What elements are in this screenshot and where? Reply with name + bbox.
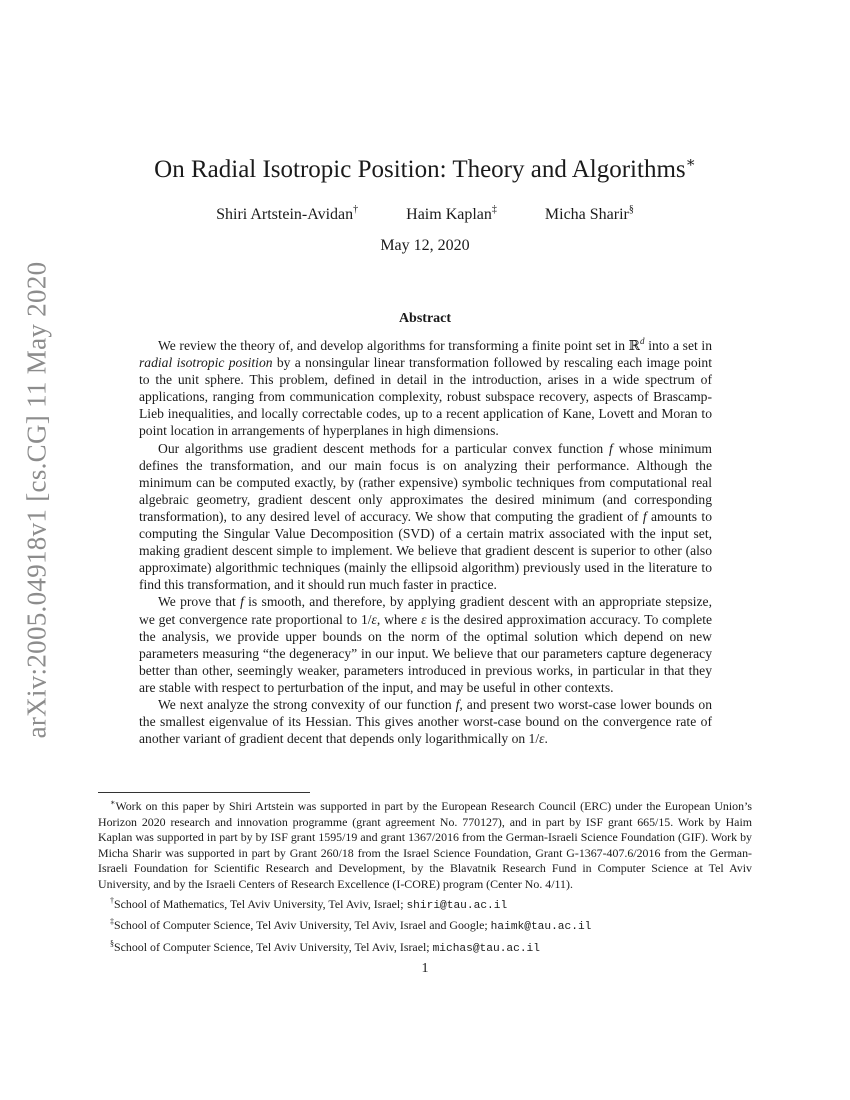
footnote-text: School of Computer Science, Tel Aviv University, Tel Aviv, Israel and Google; [114,918,491,933]
paper-title [0,153,850,184]
math-epsilon: ε [421,611,427,627]
abstract-p3-text-b: is smooth, and therefore, by applying gradient descent with an appropriate stepsize, we get convergence rate proportional to 1/ [139,594,712,627]
footnote-affiliation-3 [98,936,752,958]
math-f: f [642,508,647,524]
abstract-paragraph-3 [139,593,712,696]
author-3-name: Micha Sharir [544,206,629,223]
author-email-link[interactable]: shiri@tau.ac.il [406,899,508,912]
math-f: f [609,440,613,456]
footnote-affiliation-2 [98,914,752,936]
footnote-text: School of Computer Science, Tel Aviv University, Tel Aviv, Israel; [114,939,433,954]
abstract-paragraph-2 [139,440,712,594]
author-2-name: Haim Kaplan [406,206,492,223]
footnote-mark: § [110,938,114,948]
abstract-p1-text-b: into a set in [644,338,712,353]
abstract-body [139,333,712,747]
abstract-paragraph-4 [139,696,712,747]
author-2-mark: ‡ [491,204,497,215]
footnote-mark: ∗ [110,798,116,807]
abstract-p4-text-b: , and present two worst-case lower bounds on the smallest eigenvalue of its Hessian. This gives another worst-case bound on the convergence rate of another variant of gradient decent that depends only logarithmically on 1/ [139,696,712,747]
author-1-mark: † [353,204,359,215]
author-list [0,204,850,224]
abstract-p2-text-a: Our algorithms use gradient descent methods for a particular convex function [158,440,610,456]
abstract-p3-text-d: is the desired approximation accuracy. To complete the analysis, we provide upper bounds on the norm of the optimal solution which depend on new parameters measuring “the degeneracy” in our input. We believe that our parameters capture degeneracy better than other, seemingly weaker, parameters introduced in previous works, in particular in that they are stable with respect to perturbation of the input, and may be useful in other contexts. [139,611,713,695]
paper-title-text: On Radial Isotropic Position: Theory and Algorithms [154,156,686,183]
footnote-text: School of Mathematics, Tel Aviv University, Tel Aviv, Israel; [114,896,407,911]
math-f: f [240,594,244,610]
abstract-p1-text-a: We review the theory of, and develop algorithms for transforming a finite point set in [158,338,629,353]
footnote-funding [98,795,752,893]
author-1 [216,204,358,224]
abstract-p3-text-a: We prove that [158,594,241,610]
abstract-p3-text-c: , where [376,611,422,627]
author-2 [406,204,497,224]
math-reals-symbol: ℝ [628,338,641,353]
footnote-mark: ‡ [110,917,114,927]
page-number: 1 [421,961,429,976]
footnote-text: Work on this paper by Shiri Artstein was supported in part by the European Research Council (ERC) under the European Union’s Horizon 2020 research and innovation programme (grant agreement No. 770127), and in part by ISF grant 665/15. Work by Haim Kaplan was supported in part by by ISF grant 1595/19 and grant 1367/2016 from the German-Israeli Science Foundation (GIF). Work by Micha Sharir was supported in part by Grant 260/18 from the Israel Science Foundation, Grant G-1367-407.6/2016 from the German-Israeli Foundation for Scientific Research and Development, by the Blavatnik Research Fund in Computer Science at Tel Aviv University, and by the Israeli Centers of Research Excellence (I-CORE) program (Center No. 4/11). [98,799,752,891]
abstract-p4-text-c: . [544,731,548,747]
arxiv-stamp-text: arXiv:2005.04918v1 [cs.CG] 11 May 2020 [21,261,52,739]
abstract-p1-text-c: by a nonsingular linear transformation followed by rescaling each image point to the unit sphere. This problem, defined in detail in the introduction, arises in a wide spectrum of applications, ranging from communication complexity, robust subspace recovery, aspects of Brascamp-Lieb inequalities, and locally correctable codes, up to a recent application of Kane, Lovett and Moran to point location in arrangements of hyperplanes in high dimensions. [139,355,712,439]
paper-date: May 12, 2020 [380,237,470,254]
footnote-affiliation-1 [98,893,752,915]
math-f: f [455,696,460,712]
footnote-divider [98,792,310,793]
author-email-link[interactable]: michas@tau.ac.il [432,942,540,955]
author-3-mark: § [628,204,634,215]
footnote-mark: † [110,895,114,905]
abstract-heading: Abstract [398,311,452,326]
author-3 [545,204,634,224]
author-1-name: Shiri Artstein-Avidan [216,206,354,223]
abstract-p4-text-a: We next analyze the strong convexity of our function [158,696,456,712]
math-epsilon: ε [371,611,377,627]
author-email-link[interactable]: haimk@tau.ac.il [490,921,592,934]
abstract-p1-emphasis: radial isotropic position [139,355,273,371]
math-epsilon: ε [539,731,545,747]
math-dimension-d: d [640,336,645,346]
abstract-p2-text-c: amounts to computing the Singular Value Decomposition (SVD) of a certain matrix associated with the input set, making gradient descent simple to implement. We believe that gradient descent is superior to other (also approximate) algorithmic techniques (mainly the ellipsoid algorithm) previously used in the literature to find this transformation, and it should run much faster in practice. [139,508,712,593]
title-footnote-mark: ∗ [685,155,696,171]
abstract-paragraph-1 [139,333,712,440]
footnotes [98,795,752,957]
abstract-p2-text-b: whose minimum defines the transformation, and our main focus is on analyzing their performance. Although the minimum can be computed exactly, by (rather expensive) symbolic techniques from computational real algebraic geometry, gradient descent only approximates the desired minimum (and corresponding transformation), to any desired level of accuracy. We show that computing the gradient of [139,440,712,524]
